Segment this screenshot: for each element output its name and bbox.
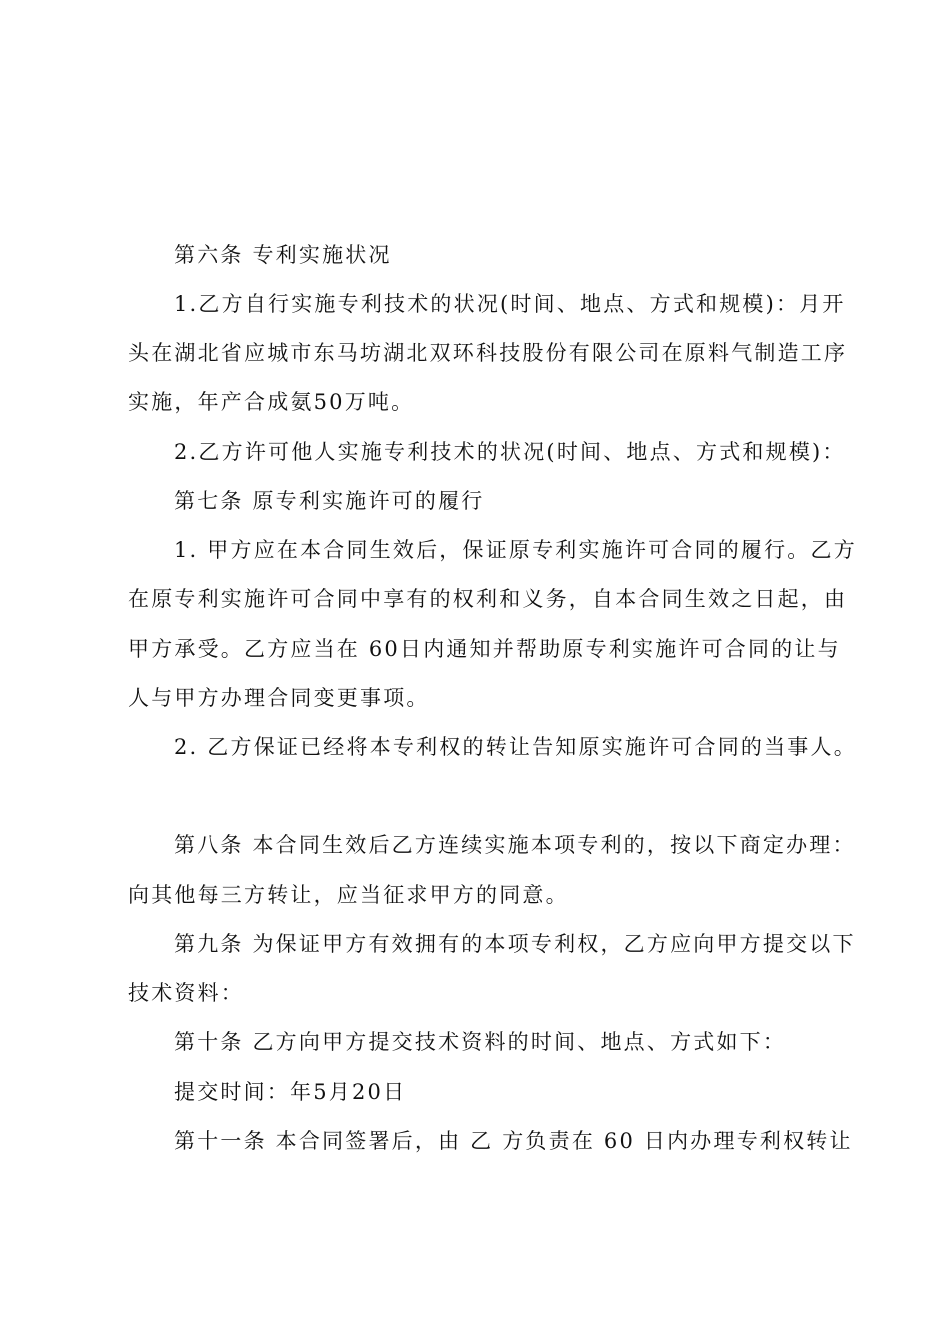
article-9-line-2: 技术资料： xyxy=(128,981,244,1005)
article-6-item-1-line-3: 实施，年产合成氨50万吨。 xyxy=(128,390,415,414)
article-10-heading: 第十条 乙方向甲方提交技术资料的时间、地点、方式如下： xyxy=(174,1030,787,1054)
article-7-heading: 第七条 原专利实施许可的履行 xyxy=(174,489,485,513)
article-7-item-2: 2. 乙方保证已经将本专利权的转让告知原实施许可合同的当事人。 xyxy=(174,735,857,759)
article-7-item-1-line-2: 在原专利实施许可合同中享有的权利和义务，自本合同生效之日起，由 xyxy=(128,587,848,611)
article-7-item-1-line-1: 1. 甲方应在本合同生效后，保证原专利实施许可合同的履行。乙方 xyxy=(174,538,857,562)
article-6-heading: 第六条 专利实施状况 xyxy=(174,243,392,267)
article-7-item-1-line-3: 甲方承受。乙方应当在 60日内通知并帮助原专利实施许可合同的让与 xyxy=(128,637,841,661)
article-11-line-1: 第十一条 本合同签署后，由 乙 方负责在 60 日内办理专利权转让 xyxy=(174,1129,853,1153)
article-8-line-2: 向其他每三方转让，应当征求甲方的同意。 xyxy=(128,883,569,907)
article-9-line-1: 第九条 为保证甲方有效拥有的本项专利权，乙方应向甲方提交以下 xyxy=(174,932,856,956)
article-8-line-1: 第八条 本合同生效后乙方连续实施本项专利的，按以下商定办理： xyxy=(174,833,856,857)
article-7-item-1-line-4: 人与甲方办理合同变更事项。 xyxy=(128,686,430,710)
article-6-item-1-line-1: 1.乙方自行实施专利技术的状况(时间、地点、方式和规模)：月开 xyxy=(174,292,846,316)
article-6-item-1-line-2: 头在湖北省应城市东马坊湖北双环科技股份有限公司在原料气制造工序 xyxy=(128,341,848,365)
article-6-item-2: 2.乙方许可他人实施专利技术的状况(时间、地点、方式和规模)： xyxy=(174,440,846,464)
article-10-submission-time: 提交时间：年5月20日 xyxy=(174,1080,407,1104)
